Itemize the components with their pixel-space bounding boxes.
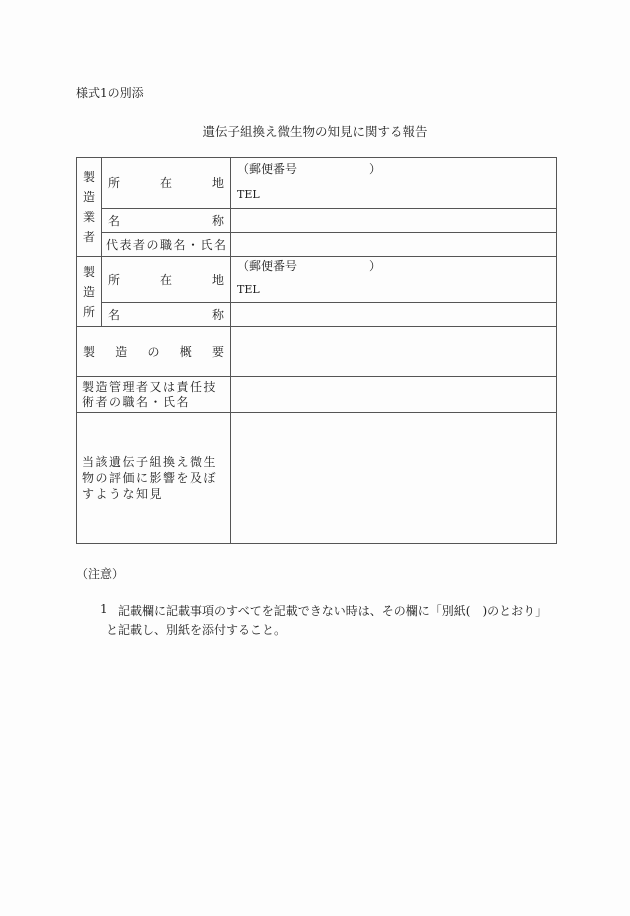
manager-field[interactable] xyxy=(231,377,557,413)
postal-code-label: （郵便番号 ） xyxy=(237,162,382,176)
note-text: 記載欄に記載事項のすべてを記載できない時は、その欄に「別紙( )のとおり」と記載し、別紙を添付すること。 xyxy=(106,604,548,637)
manufacturer-name-field[interactable] xyxy=(231,209,557,233)
representative-label: 代表者の職名・氏名 xyxy=(102,233,231,257)
facility-address-field[interactable] xyxy=(231,257,557,303)
findings-label: 当該遺伝子組換え微生物の評価に影響を及ぼすような知見 xyxy=(77,413,231,544)
tel-label: TEL xyxy=(237,188,260,201)
representative-field[interactable] xyxy=(231,233,557,257)
postal-code-label: （郵便番号 ） xyxy=(237,259,382,273)
manufacturer-address-field[interactable] xyxy=(231,158,557,209)
manufacturer-name-label: 名 称 xyxy=(102,209,231,233)
facility-address-label: 所 在 地 xyxy=(102,257,231,303)
facility-name-label: 名 称 xyxy=(102,303,231,327)
facility-name-field[interactable] xyxy=(231,303,557,327)
facility-group-label: 製 造 所 xyxy=(77,257,102,327)
overview-field[interactable] xyxy=(231,327,557,377)
notes-heading: （注意） xyxy=(76,567,125,581)
note-number: 1 xyxy=(100,602,108,616)
form-label: 様式1の別添 xyxy=(76,86,144,100)
manufacturer-address-label: 所 在 地 xyxy=(102,158,231,209)
findings-field[interactable] xyxy=(231,413,557,544)
report-form-table xyxy=(76,157,557,544)
overview-label: 製 造 の 概 要 xyxy=(77,327,231,377)
manufacturer-group-label: 製 造 業 者 xyxy=(77,158,102,257)
document-title: 遺伝子組換え微生物の知見に関する報告 xyxy=(202,124,428,139)
manager-label: 製造管理者又は責任技術者の職名・氏名 xyxy=(77,377,231,413)
tel-label: TEL xyxy=(237,283,260,296)
